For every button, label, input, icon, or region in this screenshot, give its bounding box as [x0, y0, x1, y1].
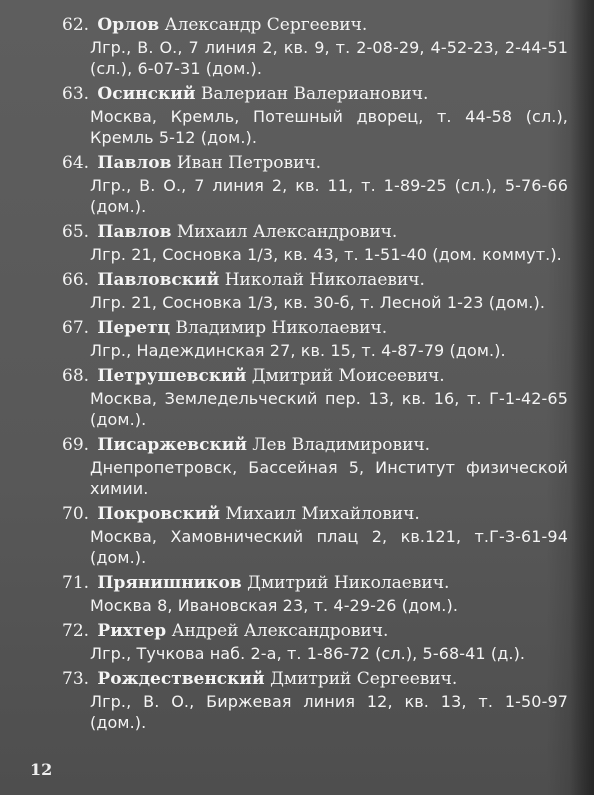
entry-address: Москва, Кремль, Потешный дворец, т. 44-58 (сл.), Кремль 5-12 (дом.). [90, 107, 568, 147]
page-edge-shadow [570, 0, 594, 795]
entry-address: Москва 8, Ивановская 23, т. 4-29-26 (дом.). [90, 596, 459, 615]
entry-surname: Писаржевский [97, 435, 247, 455]
entry-address: Москва, Земледельческий пер. 13, кв. 16, т. Г-1-42-65 (дом.). [90, 389, 568, 429]
entry-surname: Петрушевский [97, 366, 247, 386]
entry-name-line [62, 668, 582, 691]
entry-given-name: Михаил Михайлович. [225, 504, 420, 524]
entry-name-line [62, 434, 582, 457]
entry-given-name: Валериан Валерианович. [200, 84, 429, 104]
entry-surname: Павлов [97, 222, 172, 242]
entry-address: Лгр. 21, Сосновка 1/3, кв. 30-б, т. Лесной 1-23 (дом.). [90, 293, 546, 312]
directory-entry [62, 83, 582, 148]
entry-number: 64. [62, 153, 90, 173]
entry-number: 65. [62, 222, 90, 242]
entry-given-name: Лев Владимирович. [252, 435, 431, 455]
directory-entry [62, 620, 582, 664]
entry-surname: Рождественский [97, 669, 265, 689]
directory-entry [62, 365, 582, 430]
entry-name-line [62, 365, 582, 388]
page-number: 12 [30, 760, 53, 779]
entry-address: Лгр., В. О., 7 линия 2, кв. 9, т. 2-08-29, 4-52-23, 2-44-51 (сл.), 6-07-31 (дом.). [90, 38, 568, 78]
entry-surname: Павлов [97, 153, 172, 173]
entry-given-name: Дмитрий Моисеевич. [251, 366, 445, 386]
entry-given-name: Александр Сергеевич. [164, 15, 368, 35]
entry-name-line [62, 503, 582, 526]
entry-given-name: Дмитрий Николаевич. [247, 573, 450, 593]
entry-name-line [62, 152, 582, 175]
entry-given-name: Николай Николаевич. [224, 270, 425, 290]
entry-surname: Рихтер [97, 621, 167, 641]
directory-entry [62, 14, 582, 79]
entry-number: 72. [62, 621, 90, 641]
directory-entry [62, 572, 582, 616]
entry-address: Москва, Хамовнический плац 2, кв.121, т.Г-3-61-94 (дом.). [90, 527, 568, 567]
entry-surname: Орлов [97, 15, 160, 35]
directory-entry [62, 152, 582, 217]
entry-given-name: Дмитрий Сергеевич. [270, 669, 458, 689]
directory-entries [62, 14, 582, 737]
entry-address: Лгр. 21, Сосновка 1/3, кв. 43, т. 1-51-40 (дом. коммут.). [90, 245, 562, 264]
directory-entry [62, 434, 582, 499]
entry-surname: Перетц [97, 318, 171, 338]
entry-address: Лгр., Тучкова наб. 2-а, т. 1-86-72 (сл.), 5-68-41 (д.). [90, 644, 526, 663]
entry-number: 63. [62, 84, 90, 104]
entry-number: 69. [62, 435, 90, 455]
entry-given-name: Михаил Александрович. [176, 222, 398, 242]
directory-entry [62, 503, 582, 568]
entry-number: 62. [62, 15, 90, 35]
directory-entry [62, 221, 582, 265]
directory-entry [62, 269, 582, 313]
entry-address: Лгр., В. О., Биржевая линия 12, кв. 13, т. 1-50-97 (дом.). [90, 692, 568, 732]
entry-name-line [62, 572, 582, 595]
entry-number: 73. [62, 669, 90, 689]
entry-name-line [62, 317, 582, 340]
entry-given-name: Иван Петрович. [176, 153, 322, 173]
entry-address: Лгр., В. О., 7 линия 2, кв. 11, т. 1-89-25 (сл.), 5-76-66 (дом.). [90, 176, 568, 216]
directory-entry [62, 668, 582, 733]
entry-number: 71. [62, 573, 90, 593]
entry-surname: Осинский [97, 84, 196, 104]
directory-entry [62, 317, 582, 361]
entry-surname: Покровский [97, 504, 220, 524]
entry-surname: Павловский [97, 270, 220, 290]
entry-number: 67. [62, 318, 90, 338]
entry-name-line [62, 14, 582, 37]
entry-name-line [62, 83, 582, 106]
entry-name-line [62, 221, 582, 244]
entry-given-name: Владимир Николаевич. [175, 318, 388, 338]
entry-address: Лгр., Надеждинская 27, кв. 15, т. 4-87-79 (дом.). [90, 341, 506, 360]
entry-surname: Прянишников [97, 573, 242, 593]
entry-name-line [62, 269, 582, 292]
entry-name-line [62, 620, 582, 643]
entry-given-name: Андрей Александрович. [171, 621, 389, 641]
entry-number: 66. [62, 270, 90, 290]
entry-address: Днепропетровск, Бассейная 5, Институт физической химии. [90, 458, 568, 498]
entry-number: 70. [62, 504, 90, 524]
entry-number: 68. [62, 366, 90, 386]
